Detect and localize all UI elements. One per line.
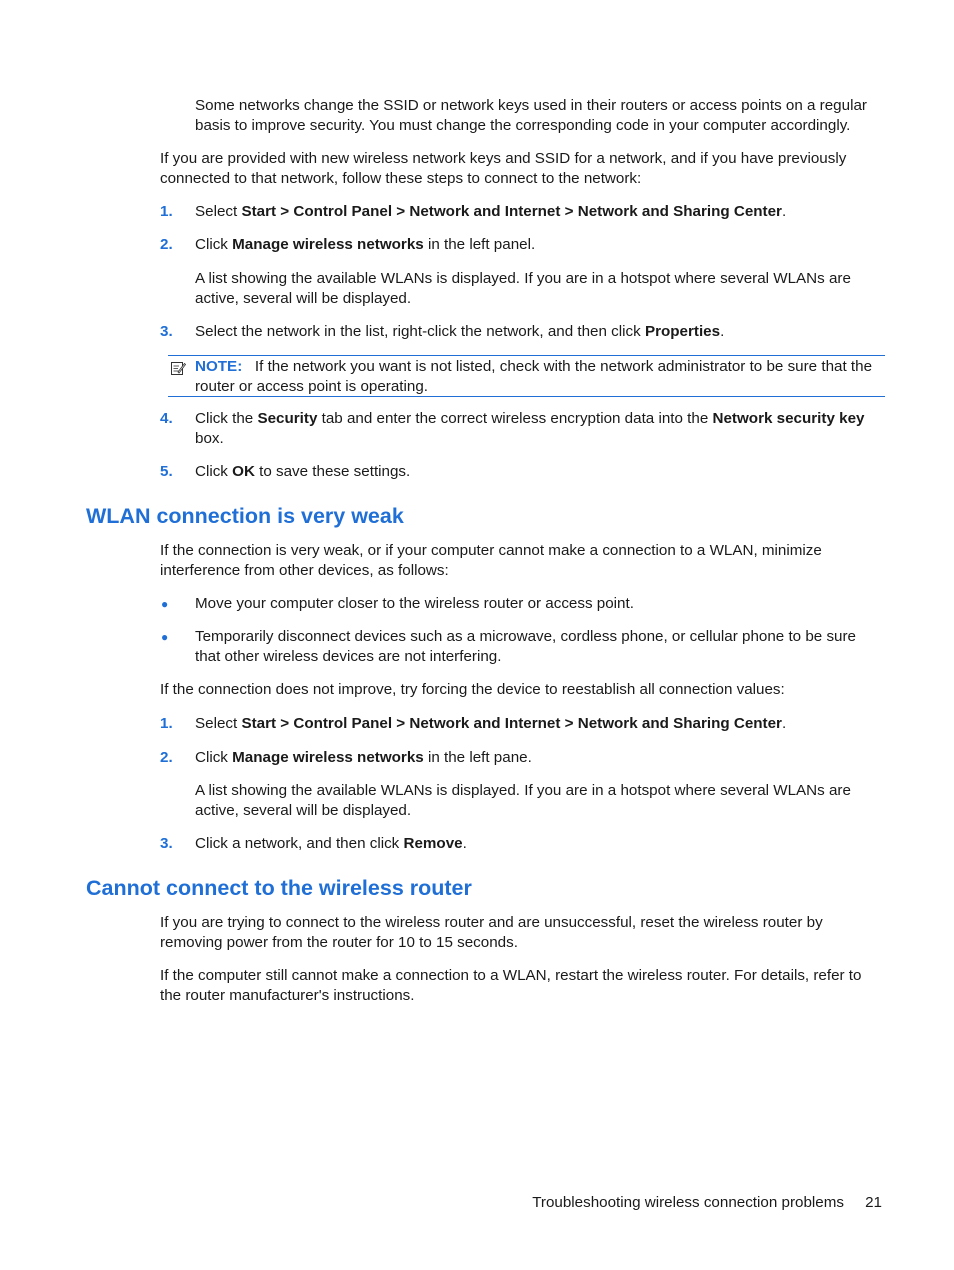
note-icon [170, 360, 186, 376]
step-detail: A list showing the available WLANs is displayed. If you are in a hotspot where several WLANs are active, several will be displayed. [195, 782, 851, 819]
step-text: Select Start > Control Panel > Network and Internet > Network and Sharing Center. [195, 715, 787, 732]
footer-section-title: Troubleshooting wireless connection problems [532, 1194, 844, 1211]
step-detail: A list showing the available WLANs is displayed. If you are in a hotspot where several WLANs are active, several will be displayed. [195, 270, 851, 307]
step-number: 2. [160, 236, 173, 253]
section-paragraph: If the computer still cannot make a connection to a WLAN, restart the wireless router. For details, refer to the router manufacturer's instructions. [160, 967, 862, 1004]
bullet-icon: ● [161, 630, 169, 644]
step-text: Click OK to save these settings. [195, 463, 411, 480]
page-number: 21 [865, 1194, 882, 1211]
step-number: 3. [160, 835, 173, 852]
section-paragraph: If you are trying to connect to the wireless router and are unsuccessful, reset the wireless router by removing power from the router for 10 to 15 seconds. [160, 914, 823, 951]
intro-paragraph-1: Some networks change the SSID or network keys used in their routers or access points on a regular basis to improve security. You must change the corresponding code in your computer accordingly. [195, 97, 867, 134]
step-text: Click Manage wireless networks in the left pane. [195, 749, 532, 766]
step-text: Click a network, and then click Remove. [195, 835, 467, 852]
intro-paragraph-2: If you are provided with new wireless network keys and SSID for a network, and if you have previously connected to that network, follow these steps to connect to the network: [160, 150, 847, 187]
section-paragraph: If the connection does not improve, try forcing the device to reestablish all connection values: [160, 681, 785, 698]
note-label: NOTE: [195, 358, 243, 375]
bullet-item: Temporarily disconnect devices such as a microwave, cordless phone, or cellular phone to be sure that other wireless devices are not interfering. [195, 628, 856, 665]
step-number: 4. [160, 410, 173, 427]
note-text: NOTE: If the network you want is not listed, check with the network administrator to be sure that the router or access point is operating. [195, 358, 873, 395]
step-number: 2. [160, 749, 173, 766]
section-heading-weak: WLAN connection is very weak [86, 504, 404, 528]
section-intro: If the connection is very weak, or if your computer cannot make a connection to a WLAN, minimize interference from other devices, as follows: [160, 542, 822, 579]
bullet-icon: ● [161, 597, 169, 611]
step-number: 5. [160, 463, 173, 480]
bullet-item: Move your computer closer to the wireless router or access point. [195, 595, 634, 612]
step-text: Select the network in the list, right-click the network, and then click Properties. [195, 323, 725, 340]
step-text: Click the Security tab and enter the correct wireless encryption data into the Network security key box. [195, 410, 865, 447]
step-text: Click Manage wireless networks in the left panel. [195, 236, 536, 253]
page-footer [0, 1193, 882, 1213]
section-heading-router: Cannot connect to the wireless router [86, 876, 472, 900]
step-number: 1. [160, 715, 173, 732]
step-number: 3. [160, 323, 173, 340]
note-box [168, 355, 885, 397]
step-number: 1. [160, 203, 173, 220]
step-text: Select Start > Control Panel > Network and Internet > Network and Sharing Center. [195, 203, 787, 220]
